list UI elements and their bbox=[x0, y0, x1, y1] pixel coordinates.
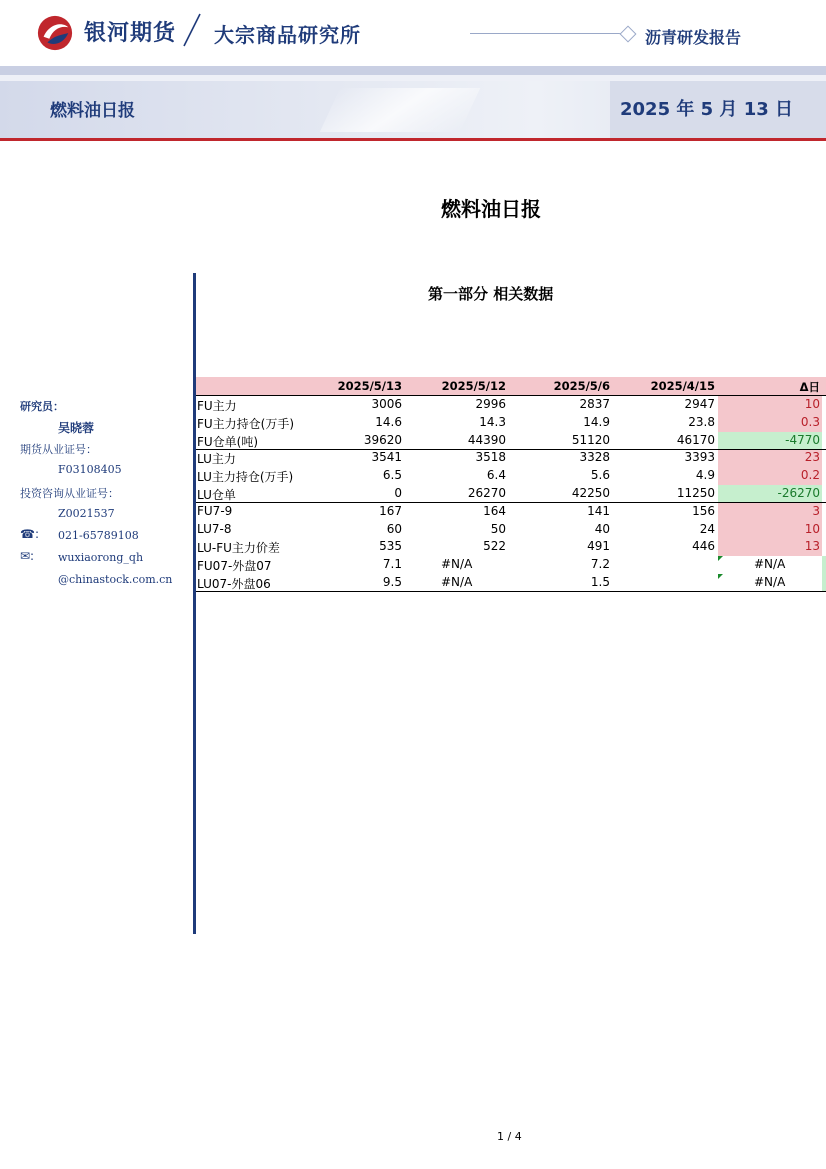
table-row bbox=[196, 414, 826, 432]
row-label: FU07-外盘07 bbox=[197, 559, 272, 574]
cell-edge-fill bbox=[822, 556, 826, 574]
col-header-date3: 2025/5/6 bbox=[553, 379, 610, 393]
cell-delta: 0.2 bbox=[800, 468, 820, 483]
col-header-delta: Δ日 bbox=[799, 380, 820, 394]
row-label: FU仓单(吨) bbox=[197, 434, 259, 449]
email-line1: wuxiaorong_qh bbox=[58, 551, 144, 564]
mail-icon: ✉: bbox=[20, 549, 35, 563]
row-label: LU仓单 bbox=[197, 488, 236, 502]
cell-v2: 14.3 bbox=[479, 414, 506, 429]
row-label: FU主力持仓(万手) bbox=[197, 416, 295, 431]
table-header-row bbox=[196, 377, 826, 396]
document-title: 燃料油日报 bbox=[441, 197, 541, 221]
col-header-date1: 2025/5/13 bbox=[337, 379, 402, 393]
col-header-date4: 2025/4/15 bbox=[650, 379, 715, 393]
cell-edge-fill bbox=[822, 574, 826, 592]
cell-v3: 7.2 bbox=[590, 557, 610, 572]
phone-icon: ☎: bbox=[20, 527, 39, 541]
table-row bbox=[196, 556, 826, 574]
error-flag-icon bbox=[718, 574, 723, 579]
col-header-date2: 2025/5/12 bbox=[441, 379, 506, 393]
researcher-name: 吴晓蓉 bbox=[58, 421, 95, 435]
cell-v3: 40 bbox=[594, 521, 610, 536]
cell-v1: 14.6 bbox=[375, 414, 402, 429]
error-flag-icon bbox=[718, 556, 723, 561]
row-label: FU主力 bbox=[197, 399, 237, 413]
researcher-label: 研究员： bbox=[20, 400, 64, 413]
cell-v1: 39620 bbox=[363, 432, 402, 447]
cell-v3: 42250 bbox=[571, 486, 610, 500]
cell-delta: #N/A bbox=[754, 557, 786, 572]
row-label: FU7-9 bbox=[197, 503, 233, 518]
cell-v3: 5.6 bbox=[590, 468, 610, 483]
futures-license-label: 期货从业证号： bbox=[20, 443, 97, 456]
cell-v2: 50 bbox=[490, 521, 506, 536]
report-date: 2025 年 5 月 13 日 bbox=[620, 99, 794, 120]
row-label: LU-FU主力价差 bbox=[197, 541, 280, 556]
table-separator bbox=[196, 449, 826, 450]
cell-v3: 3328 bbox=[579, 450, 610, 465]
cell-v4: 3393 bbox=[684, 450, 715, 465]
cell-v3: 491 bbox=[587, 539, 610, 554]
table-row bbox=[196, 467, 826, 485]
futures-license: F03108405 bbox=[58, 463, 122, 476]
cell-v2: #N/A bbox=[441, 575, 473, 589]
cell-v1: 0 bbox=[394, 486, 402, 500]
cell-v3: 51120 bbox=[571, 432, 610, 447]
cell-v4: 156 bbox=[692, 503, 715, 518]
cell-v4: 2947 bbox=[684, 397, 715, 411]
table-row bbox=[196, 432, 826, 450]
cell-v1: 3006 bbox=[371, 397, 402, 411]
cell-v2: 44390 bbox=[467, 432, 506, 447]
phone-number: 021-65789108 bbox=[58, 529, 139, 542]
table-row bbox=[196, 574, 826, 592]
advisory-license: Z0021537 bbox=[58, 507, 115, 520]
table-row bbox=[196, 396, 826, 414]
cell-delta: 13 bbox=[804, 539, 820, 554]
header-band bbox=[0, 66, 826, 75]
cell-v3: 14.9 bbox=[583, 414, 610, 429]
header-rule bbox=[470, 33, 622, 34]
table-separator bbox=[196, 502, 826, 503]
cell-v1: 167 bbox=[379, 503, 402, 518]
cell-delta: -4770 bbox=[785, 432, 820, 447]
row-label: LU7-8 bbox=[197, 521, 232, 536]
cell-v1: 535 bbox=[379, 539, 402, 554]
cell-v4: 4.9 bbox=[695, 468, 715, 483]
cell-v2: 522 bbox=[483, 539, 506, 554]
header-slash-divider bbox=[180, 10, 204, 50]
institute-name: 大宗商品研究所 bbox=[214, 23, 361, 47]
row-label: LU主力持仓(万手) bbox=[197, 470, 294, 485]
cell-v1: 60 bbox=[386, 521, 402, 536]
cell-v1: 3541 bbox=[371, 450, 402, 465]
bar-title: 燃料油日报 bbox=[50, 101, 135, 121]
table-row bbox=[196, 538, 826, 556]
cell-v2: 6.4 bbox=[486, 468, 506, 483]
cell-v2: 3518 bbox=[475, 450, 506, 465]
page-number: 1 / 4 bbox=[497, 1130, 522, 1143]
cell-v2: 26270 bbox=[467, 486, 506, 500]
title-bar-highlight bbox=[320, 88, 481, 132]
cell-v4: 46170 bbox=[676, 432, 715, 447]
table-row bbox=[196, 485, 826, 503]
row-label: LU07-外盘06 bbox=[197, 577, 271, 591]
cell-v1: 7.1 bbox=[382, 557, 402, 572]
cell-v2: 164 bbox=[483, 503, 506, 518]
cell-delta: 3 bbox=[812, 503, 820, 518]
cell-v3: 2837 bbox=[579, 397, 610, 411]
report-type: 沥青研发报告 bbox=[645, 28, 742, 47]
cell-delta: #N/A bbox=[754, 575, 786, 589]
table-row bbox=[196, 521, 826, 539]
report-header bbox=[0, 0, 826, 66]
cell-delta: -26270 bbox=[777, 486, 820, 500]
brand-name: 银河期货 bbox=[84, 21, 177, 46]
table-separator bbox=[196, 591, 826, 592]
delta-cell-fill bbox=[718, 503, 822, 521]
cell-v3: 1.5 bbox=[590, 575, 610, 589]
cell-v3: 141 bbox=[587, 503, 610, 518]
cell-delta: 10 bbox=[804, 521, 820, 536]
section-title: 第一部分 相关数据 bbox=[428, 285, 554, 303]
cell-v2: #N/A bbox=[441, 557, 473, 572]
cell-v4: 24 bbox=[699, 521, 715, 536]
cell-v2: 2996 bbox=[475, 397, 506, 411]
cell-v4: 446 bbox=[692, 539, 715, 554]
header-red-rule bbox=[0, 138, 826, 141]
cell-v4: 11250 bbox=[676, 486, 715, 500]
table-row bbox=[196, 449, 826, 467]
table-row bbox=[196, 503, 826, 521]
cell-delta: 0.3 bbox=[800, 414, 820, 429]
email-line2: @chinastock.com.cn bbox=[58, 573, 173, 586]
sidebar-divider bbox=[193, 273, 196, 934]
cell-v1: 6.5 bbox=[382, 468, 402, 483]
row-label: LU主力 bbox=[197, 452, 236, 467]
cell-v4: 23.8 bbox=[688, 414, 715, 429]
galaxy-logo-icon bbox=[36, 14, 74, 52]
cell-v1: 9.5 bbox=[382, 575, 402, 589]
header-diamond-ornament bbox=[620, 26, 637, 43]
cell-delta: 10 bbox=[804, 397, 820, 411]
advisory-license-label: 投资咨询从业证号： bbox=[20, 487, 119, 500]
cell-delta: 23 bbox=[804, 450, 820, 465]
